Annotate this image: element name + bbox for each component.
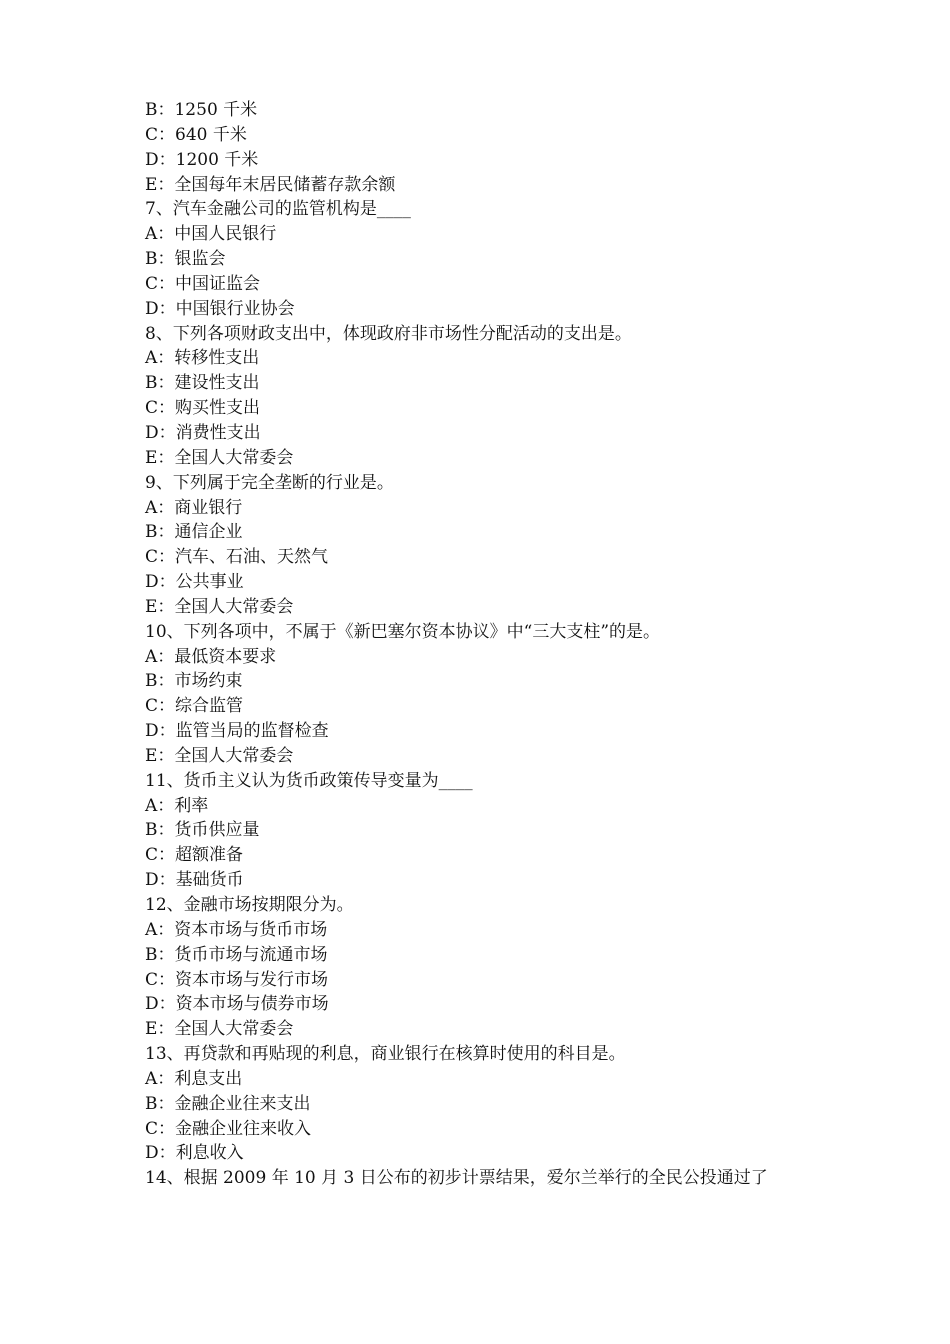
q7-option-d: D：中国银行业协会: [145, 298, 295, 319]
q10-option-d: D：监管当局的监督检查: [145, 721, 329, 742]
option-e-savings-balance: E：全国每年末居民储蓄存款余额: [145, 174, 396, 195]
question-11: 11、货币主义认为货币政策传导变量为____: [145, 770, 473, 791]
q7-option-b: B：银监会: [145, 249, 226, 270]
q8-option-b: B：建设性支出: [145, 373, 260, 394]
option-c-distance-640: C：640 千米: [145, 124, 247, 145]
q10-option-c: C：综合监管: [145, 696, 244, 717]
question-14: 14、根据 2009 年 10 月 3 日公布的初步计票结果，爱尔兰举行的全民公投通过了: [145, 1168, 768, 1189]
q12-option-a: A：资本市场与货币市场: [145, 919, 328, 940]
q10-option-b: B：市场约束: [145, 671, 243, 692]
q8-option-c: C：购买性支出: [145, 398, 261, 419]
q9-option-d: D：公共事业: [145, 572, 244, 593]
q9-option-c: C：汽车、石油、天然气: [145, 547, 329, 568]
q10-option-e: E：全国人大常委会: [145, 745, 294, 766]
q13-option-c: C：金融企业往来收入: [145, 1118, 312, 1139]
q12-option-e: E：全国人大常委会: [145, 1019, 294, 1040]
q11-option-b: B：货币供应量: [145, 820, 260, 841]
q12-option-b: B：货币市场与流通市场: [145, 944, 328, 965]
q7-option-c: C：中国证监会: [145, 273, 261, 294]
q13-option-d: D：利息收入: [145, 1143, 244, 1164]
question-9: 9、下列属于完全垄断的行业是。: [145, 472, 394, 493]
q12-option-c: C：资本市场与发行市场: [145, 969, 329, 990]
q9-option-e: E：全国人大常委会: [145, 596, 294, 617]
question-12: 12、金融市场按期限分为。: [145, 895, 354, 915]
option-b-distance-1250: B：1250 千米: [145, 100, 258, 120]
q11-option-a: A：利率: [145, 795, 209, 816]
q9-option-a: A：商业银行: [145, 497, 243, 518]
question-7: 7、汽车金融公司的监管机构是____: [145, 199, 411, 220]
q11-option-c: C：超额准备: [145, 845, 244, 866]
question-13: 13、再贷款和再贴现的利息，商业银行在核算时使用的科目是。: [145, 1044, 626, 1065]
q12-option-d: D：资本市场与债券市场: [145, 994, 329, 1015]
option-d-distance-1200: D：1200 千米: [145, 149, 259, 170]
q8-option-a: A：转移性支出: [145, 348, 260, 369]
q10-option-a: A：最低资本要求: [145, 646, 277, 667]
document-page: [145, 98, 845, 1191]
q7-option-a: A：中国人民银行: [145, 224, 277, 245]
q8-option-d: D：消费性支出: [145, 422, 261, 443]
q11-option-d: D：基础货币: [145, 870, 244, 891]
q8-option-e: E：全国人大常委会: [145, 447, 294, 468]
q13-option-a: A：利息支出: [145, 1068, 243, 1089]
question-8: 8、下列各项财政支出中，体现政府非市场性分配活动的支出是。: [145, 323, 632, 344]
q13-option-b: B：金融企业往来支出: [145, 1093, 311, 1114]
q9-option-b: B：通信企业: [145, 522, 243, 543]
question-10: 10、下列各项中，不属于《新巴塞尔资本协议》中“三大支柱”的是。: [145, 621, 661, 642]
